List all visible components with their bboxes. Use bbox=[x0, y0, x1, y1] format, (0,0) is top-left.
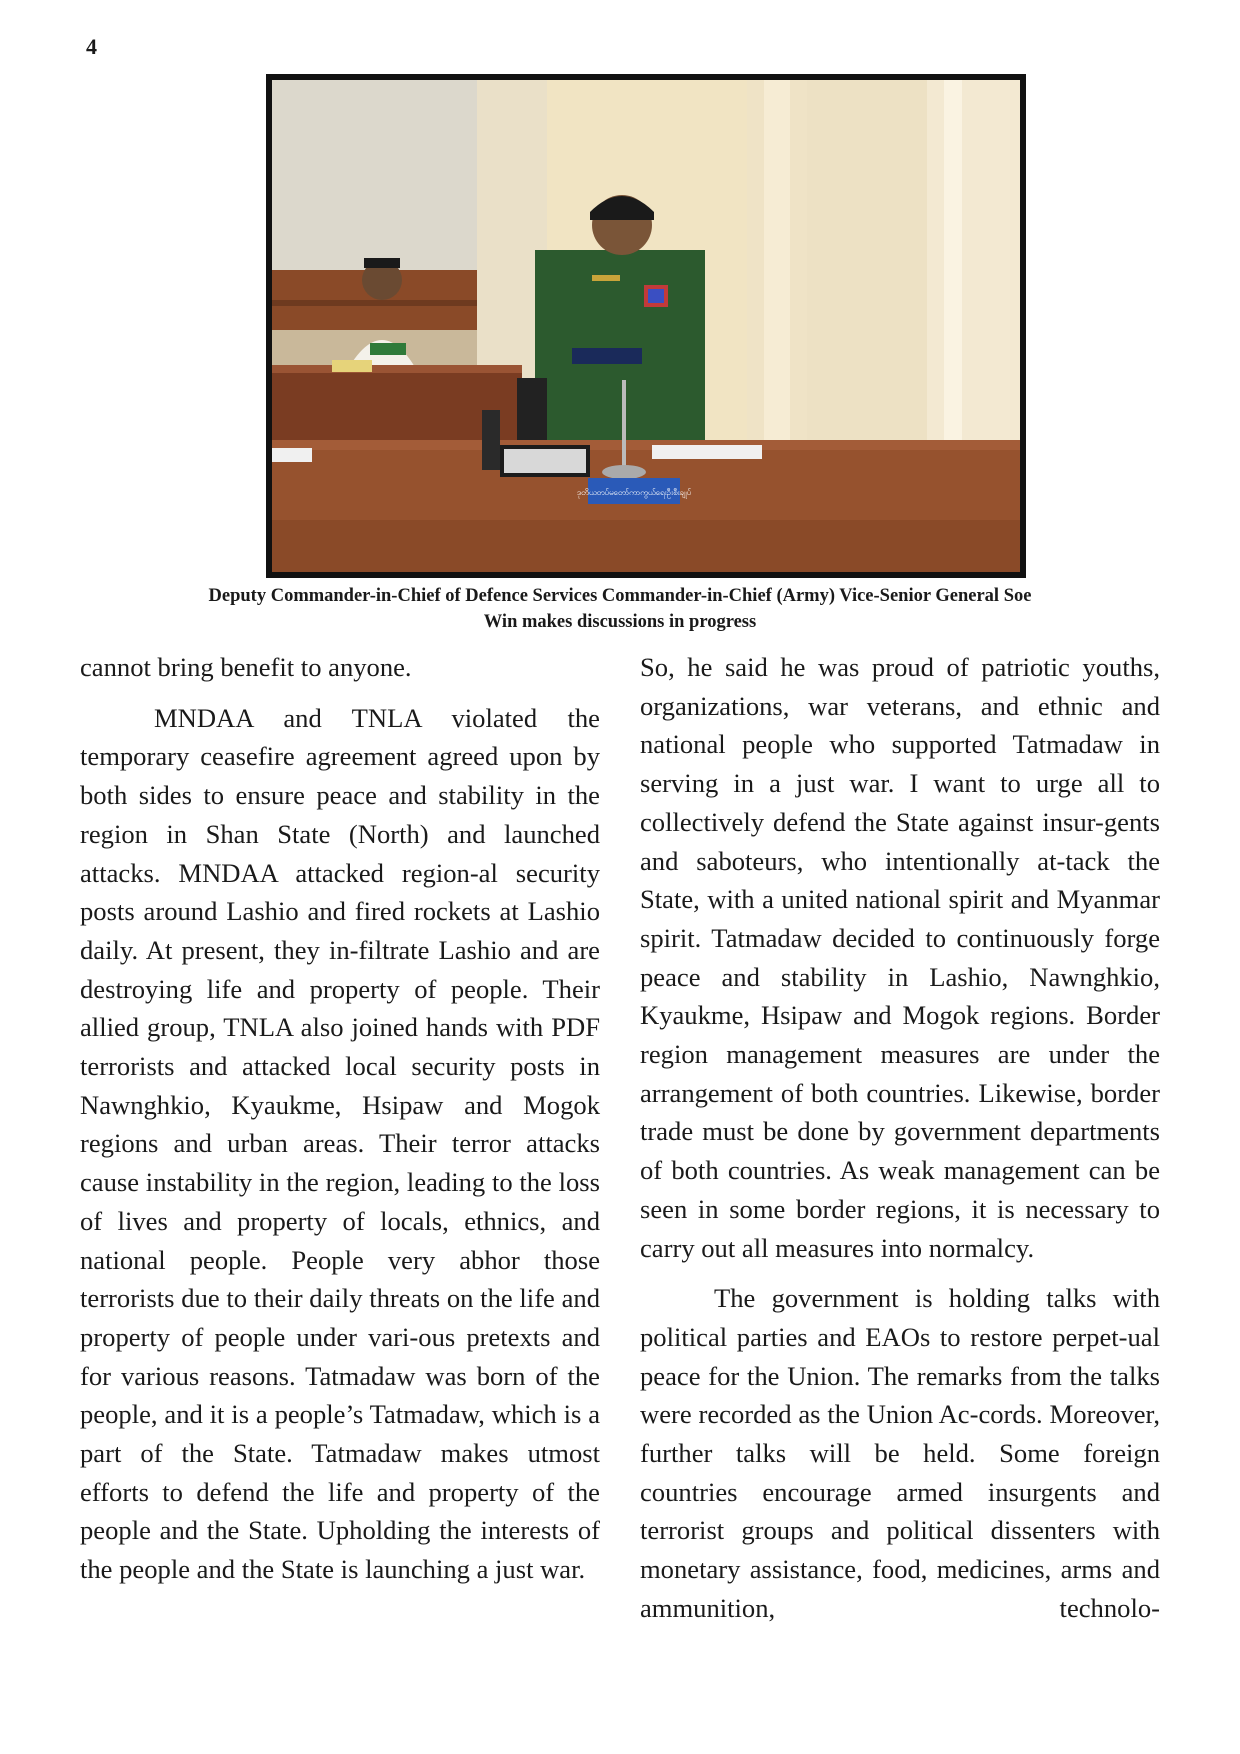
caption-line-2: Win makes discussions in progress bbox=[483, 612, 757, 632]
left-paragraph-1: cannot bring benefit to anyone. bbox=[80, 652, 412, 682]
news-photo bbox=[266, 74, 1026, 578]
meeting-photo-illustration bbox=[272, 80, 1020, 572]
photo-caption bbox=[120, 583, 1120, 635]
caption-line-1: Deputy Commander-in-Chief of Defence Services Commander-in-Chief (Army) Vice-Senior General Soe bbox=[208, 586, 1032, 606]
right-paragraph-2: The government is holding talks with political parties and EAOs to restore perpet-ual peace for the Union. The remarks from the talks were recorded as the Union Ac-cords. Moreover, further talks will be held. Some foreign countries encourage armed insurgents and terrorist groups and political dissenters with monetary assistance, food, medicines, arms and ammunition, technolo- bbox=[640, 1283, 1160, 1623]
right-column bbox=[640, 648, 1160, 1640]
page-number: 4 bbox=[86, 34, 97, 59]
right-paragraph-1: So, he said he was proud of patriotic youths, organizations, war veterans, and ethnic and national people who supported Tatmadaw in serving in a just war. I want to urge all to collectively defend the State against insur-gents and saboteurs, who intentionally at-tack the State, with a united national spirit and Myanmar spirit. Tatmadaw decided to continuously forge peace and stability in Lashio, Nawnghkio, Kyaukme, Hsipaw and Mogok regions. Border region management measures are under the arrangement of both countries. Likewise, border trade must be done by government departments of both countries. As weak management can be seen in some border regions, it is necessary to carry out all measures into normalcy. bbox=[640, 652, 1160, 1263]
name-placard-text: ဒုတိယတပ်မတော်ကာကွယ်ရေးဦးစီးချုပ် bbox=[576, 488, 692, 497]
left-column bbox=[80, 648, 600, 1601]
left-paragraph-2: MNDAA and TNLA violated the temporary ceasefire agreement agreed upon by both sides to ensure peace and stability in the region in Shan State (North) and launched attacks. MNDAA attacked region-al security posts around Lashio and fired rockets at Lashio daily. At present, they in-filtrate Lashio and are destroying life and property of people. Their allied group, TNLA also joined hands with PDF terrorists and attacked local security posts in Nawnghkio, Kyaukme, Hsipaw and Mogok regions and urban areas. Their terror attacks cause instability in the region, leading to the loss of lives and property of locals, ethnics, and national people. People very abhor those terrorists due to their daily threats on the life and property of people under vari-ous pretexts and for various reasons. Tatmadaw was born of the people, and it is a people’s Tatmadaw, which is a part of the State. Tatmadaw makes utmost efforts to defend the life and property of the people and the State. Upholding the interests of the people and the State is launching a just war. bbox=[80, 702, 600, 1585]
